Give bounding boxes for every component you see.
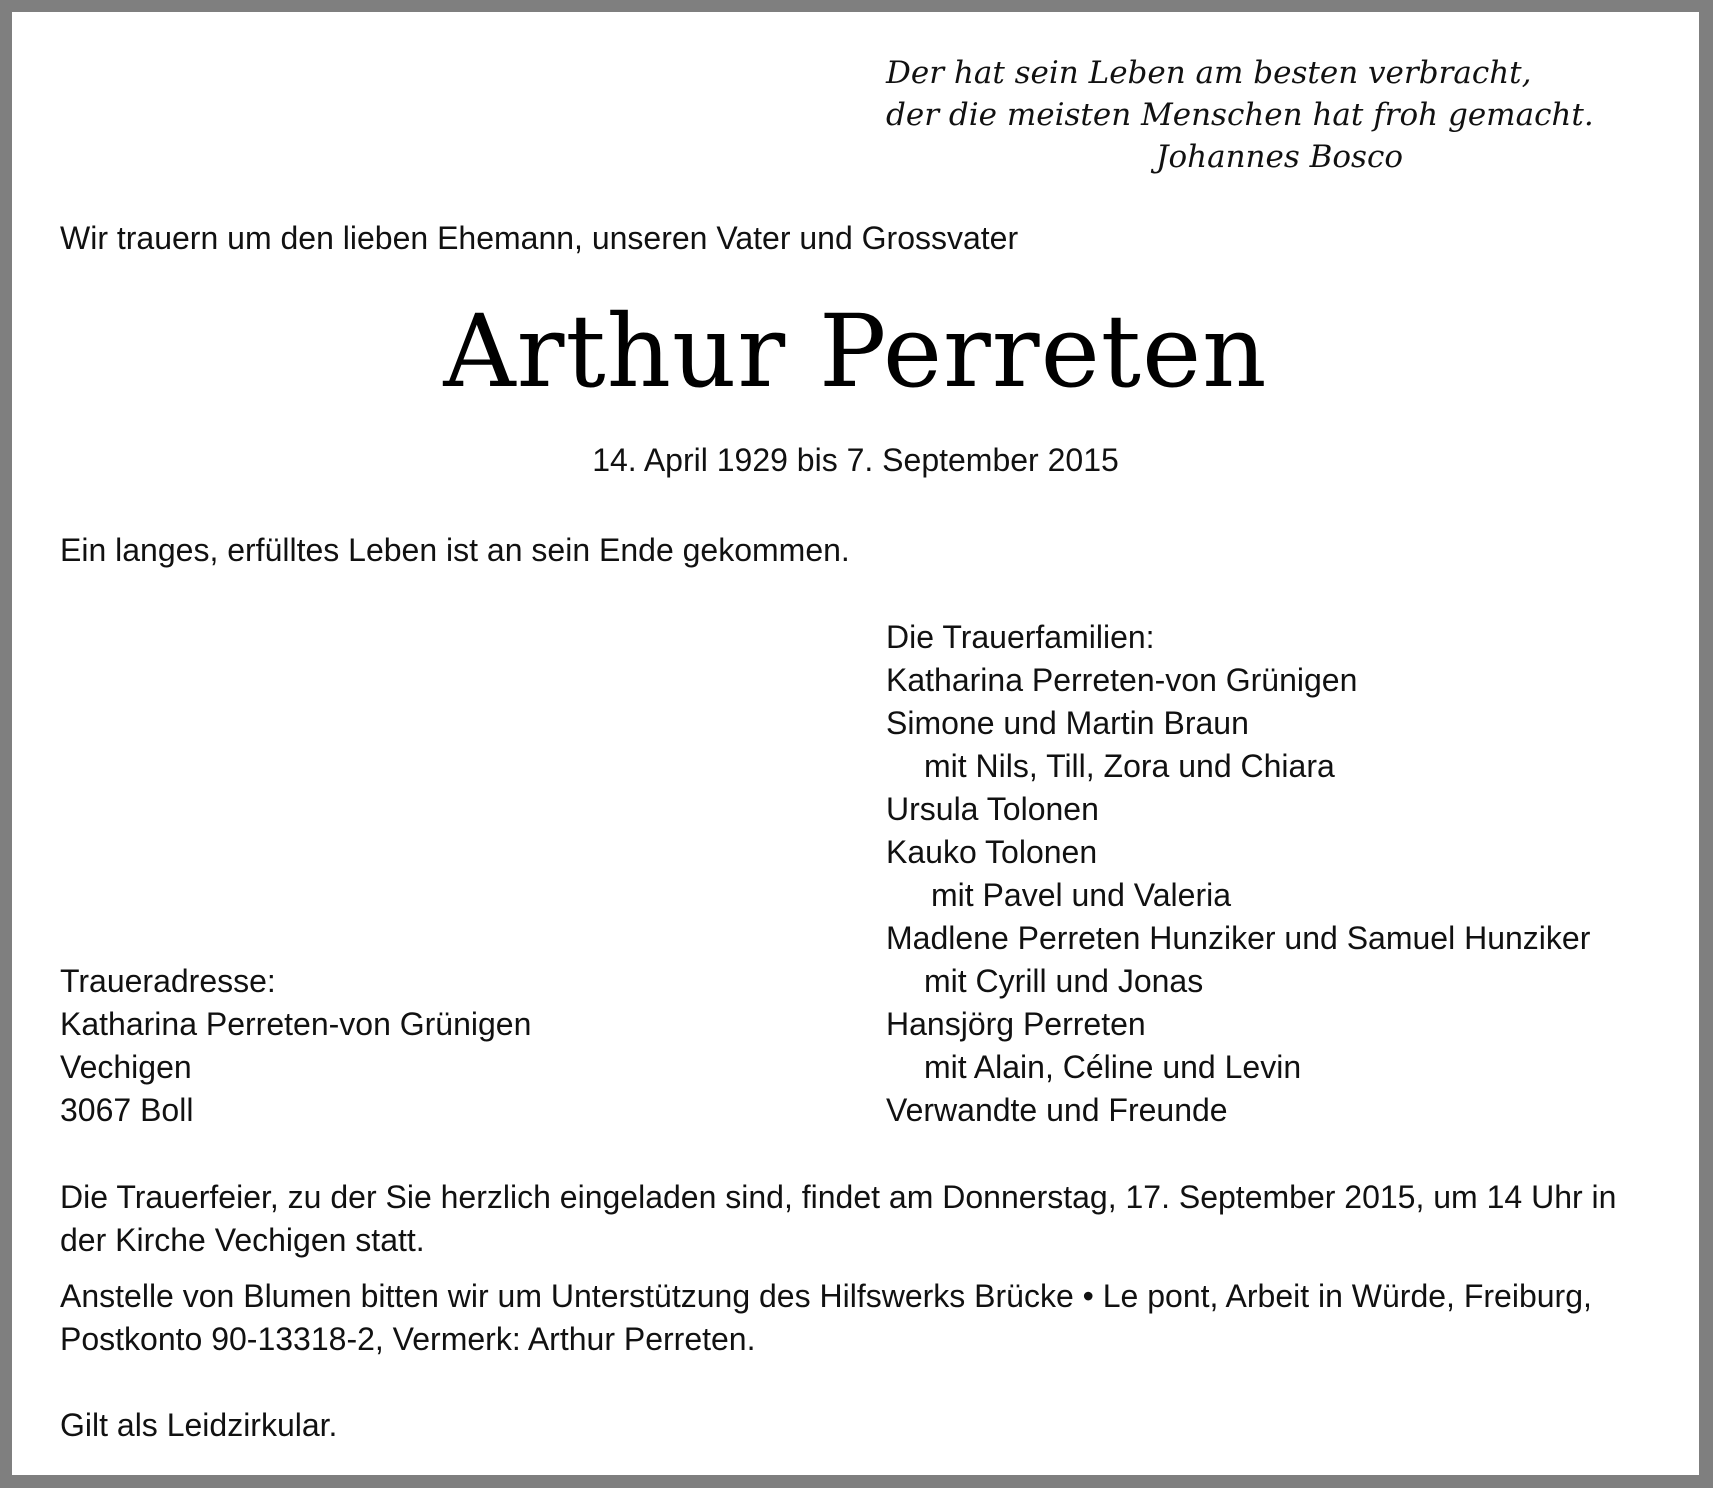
address-heading: Traueradresse: (60, 963, 276, 999)
family-entry: Katharina Perreten-von Grünigen (886, 662, 1358, 698)
family-children-entry: mit Alain, Céline und Levin (924, 1049, 1302, 1085)
quote-author: Johannes Bosco (1156, 139, 1403, 175)
quote-line-1: Der hat sein Leben am besten verbracht, (886, 55, 1532, 91)
family-entry: Hansjörg Perreten (886, 1006, 1146, 1042)
family-entry: Simone und Martin Braun (886, 705, 1249, 741)
family-entry: Madlene Perreten Hunziker und Samuel Hunziker (886, 920, 1591, 956)
family-entry: Kauko Tolonen (886, 834, 1098, 870)
families-heading: Die Trauerfamilien: (886, 619, 1155, 655)
circular-note: Gilt als Leidzirkular. (60, 1407, 338, 1443)
family-children-entry: mit Pavel und Valeria (931, 877, 1231, 913)
mourning-families (886, 616, 1590, 1132)
family-children-entry: mit Cyrill und Jonas (924, 963, 1204, 999)
address-place: Vechigen (60, 1049, 192, 1085)
lifeline-text: Ein langes, erfülltes Leben ist an sein Ende gekommen. (60, 532, 850, 568)
mourning-address (60, 960, 531, 1132)
address-name: Katharina Perreten-von Grünigen (60, 1006, 532, 1042)
address-city: 3067 Boll (60, 1092, 194, 1128)
family-entry: Verwandte und Freunde (886, 1092, 1228, 1128)
family-entry: Ursula Tolonen (886, 791, 1099, 827)
life-dates: 14. April 1929 bis 7. September 2015 (592, 442, 1119, 478)
donation-info: Anstelle von Blumen bitten wir um Unterstützung des Hilfswerks Brücke • Le pont, Arbeit in Würde, Freiburg, Postkonto 90-13318-2, Vermerk: Arthur Perreten. (60, 1278, 1592, 1357)
epigraph-quote (886, 52, 1594, 178)
deceased-name: Arthur Perreten (443, 293, 1268, 410)
quote-line-2: der die meisten Menschen hat froh gemacht. (886, 97, 1594, 133)
intro-text: Wir trauern um den lieben Ehemann, unseren Vater und Grossvater (60, 220, 1019, 256)
family-children-entry: mit Nils, Till, Zora und Chiara (924, 748, 1335, 784)
ceremony-info: Die Trauerfeier, zu der Sie herzlich eingeladen sind, findet am Donnerstag, 17. September 2015, um 14 Uhr in der Kirche Vechigen statt. (60, 1179, 1617, 1258)
obituary-notice (12, 12, 1699, 1475)
